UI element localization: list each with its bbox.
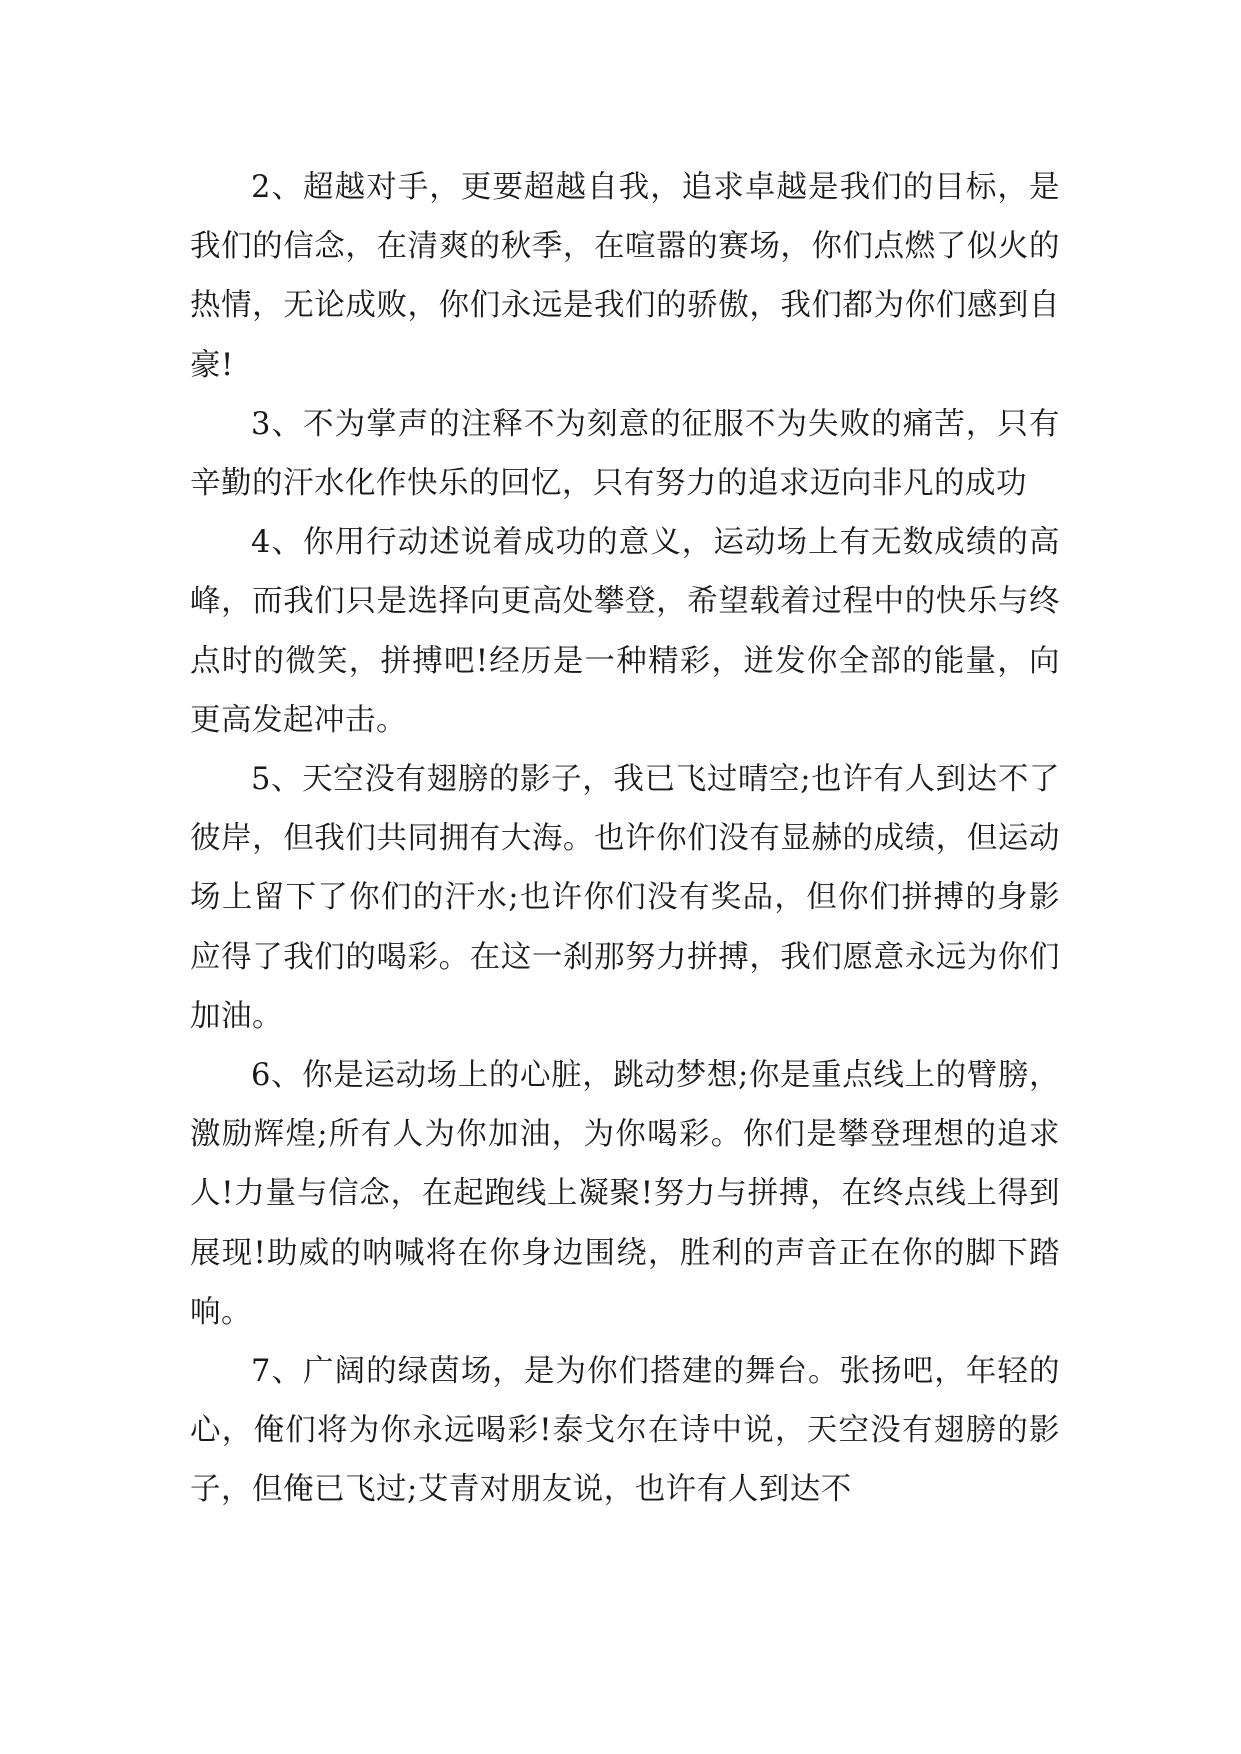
document-body <box>190 158 1060 1520</box>
paragraph-4: 4、你用行动述说着成功的意义，运动场上有无数成绩的高峰，而我们只是选择向更高处攀登，希望载着过程中的快乐与终点时的微笑，拼搏吧!经历是一种精彩，迸发你全部的能量，向更高发起冲击。 <box>190 525 1060 738</box>
paragraph-7: 7、广阔的绿茵场，是为你们搭建的舞台。张扬吧，年轻的心，俺们将为你永远喝彩!泰戈尔在诗中说，天空没有翅膀的影子，但俺已飞过;艾青对朋友说，也许有人到达不 <box>190 1354 1060 1508</box>
paragraph-3: 3、不为掌声的注释不为刻意的征服不为失败的痛苦，只有辛勤的汗水化作快乐的回忆，只有努力的追求迈向非凡的成功 <box>190 406 1060 502</box>
paragraph-6: 6、你是运动场上的心脏，跳动梦想;你是重点线上的臂膀，激励辉煌;所有人为你加油，为你喝彩。你们是攀登理想的追求人!力量与信念，在起跑线上凝聚!努力与拼搏，在终点线上得到展现!助威的呐喊将在你身边围绕，胜利的声音正在你的脚下踏响。 <box>190 1058 1060 1330</box>
paragraph-5: 5、天空没有翅膀的影子，我已飞过晴空;也许有人到达不了彼岸，但我们共同拥有大海。也许你们没有显赫的成绩，但运动场上留下了你们的汗水;也许你们没有奖品，但你们拼搏的身影应得了我们的喝彩。在这一刹那努力拼搏，我们愿意永远为你们加油。 <box>190 762 1060 1034</box>
paragraph-2: 2、超越对手，更要超越自我，追求卓越是我们的目标，是我们的信念，在清爽的秋季，在喧嚣的赛场，你们点燃了似火的热情，无论成败，你们永远是我们的骄傲，我们都为你们感到自豪! <box>190 170 1060 383</box>
